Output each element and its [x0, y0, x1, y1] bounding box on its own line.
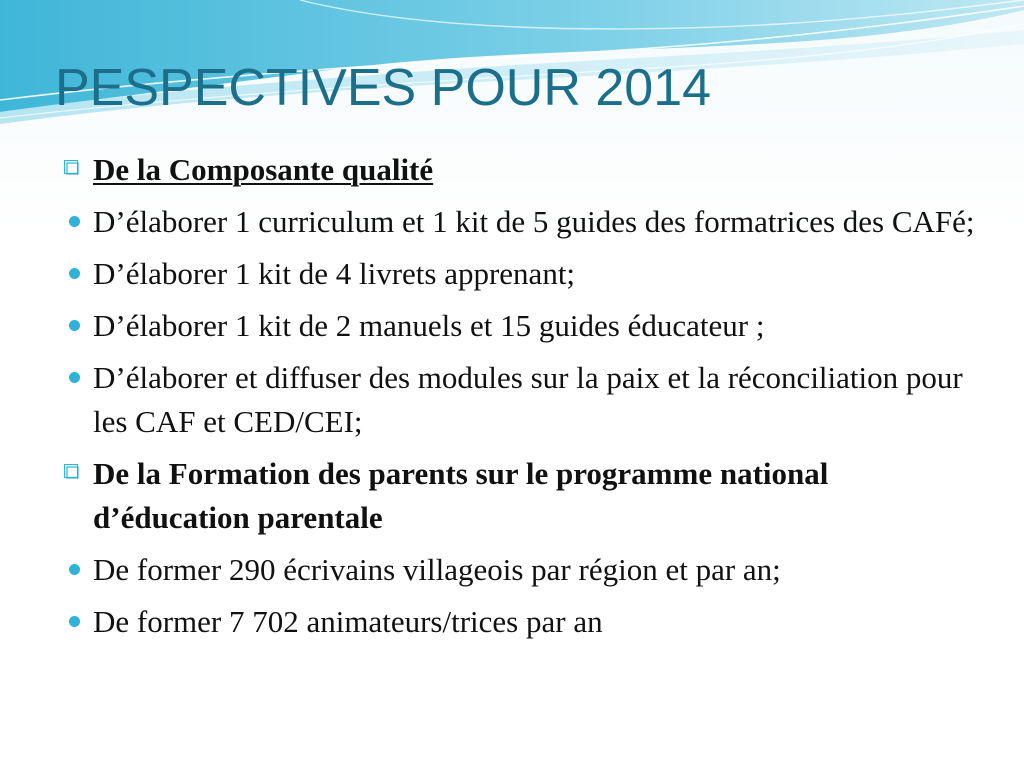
bullet-text: D’élaborer et diffuser des modules sur la paix et la réconciliation pour les CAF et CED/CEI; [93, 360, 963, 439]
slide-body [62, 148, 982, 652]
section-heading: De la Formation des parents sur le programme national d’éducation parentale [93, 456, 829, 535]
round-bullet-icon [69, 320, 80, 331]
list-item [62, 356, 982, 444]
slide-title: PESPECTIVES POUR 2014 [55, 59, 712, 117]
section-heading: De la Composante qualité [93, 152, 434, 187]
bullet-text: D’élaborer 1 kit de 2 manuels et 15 guides éducateur ; [93, 308, 765, 343]
bullet-text: De former 290 écrivains villageois par région et par an; [93, 552, 781, 587]
bullet-text: D’élaborer 1 curriculum et 1 kit de 5 guides des formatrices des CAFé; [93, 204, 975, 239]
list-item [62, 548, 982, 592]
round-bullet-icon [69, 268, 80, 279]
round-bullet-icon [69, 564, 80, 575]
round-bullet-icon [69, 216, 80, 227]
list-item [62, 600, 982, 644]
list-item [62, 304, 982, 348]
list-item [62, 252, 982, 296]
list-item [62, 452, 982, 540]
round-bullet-icon [69, 616, 80, 627]
bullet-text: De former 7 702 animateurs/trices par an [93, 604, 603, 639]
bullet-text: D’élaborer 1 kit de 4 livrets apprenant; [93, 256, 576, 291]
list-item [62, 200, 982, 244]
checkbox-square-icon [64, 464, 79, 479]
round-bullet-icon [69, 372, 80, 383]
list-item [62, 148, 982, 192]
checkbox-square-icon [64, 160, 79, 175]
